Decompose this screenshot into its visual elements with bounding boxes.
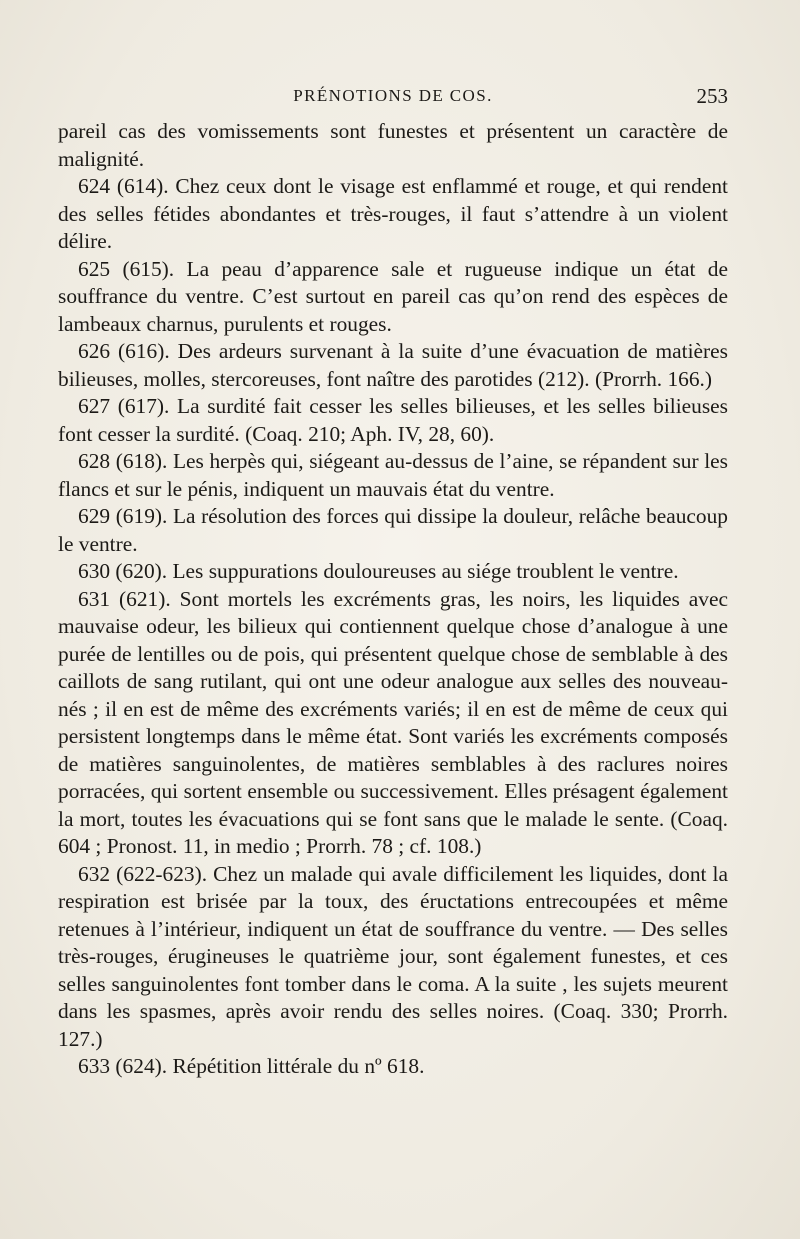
paragraph-626: 626 (616). Des ardeurs survenant à la suite d’une évacuation de matières bilieuses, molles, stercoreuses, font naître des parotides (212). (Prorrh. 166.) [58, 339, 728, 391]
paragraph-629: 629 (619). La résolution des forces qui dissipe la douleur, relâche beaucoup le ventre. [58, 504, 728, 556]
paragraph-633: 633 (624). Répétition littérale du nº 618. [78, 1054, 425, 1078]
paragraph-628: 628 (618). Les herpès qui, siégeant au-dessus de l’aine, se répandent sur les flancs et sur le pénis, indiquent un mauvais état du ventre. [58, 449, 728, 501]
running-title: PRÉNOTIONS DE COS. [293, 86, 493, 105]
paragraph-continuation: pareil cas des vomissements sont funestes et présentent un caractère de malignité. [58, 119, 728, 171]
paragraph-625: 625 (615). La peau d’apparence sale et rugueuse indique un état de souffrance du ventre. C’est surtout en pareil cas qu’on rend des espèces de lambeaux charnus, purulents et rouges. [58, 256, 728, 336]
paragraph-624: 624 (614). Chez ceux dont le visage est enflammé et rouge, et qui rendent des selles fétides abondantes et très-rouges, il faut s’attendre à un violent délire. [58, 174, 728, 253]
paragraph-627: 627 (617). La surdité fait cesser les selles bilieuses, et les selles bilieuses font cesser la surdité. (Coaq. 210; Aph. IV, 28, 60). [58, 394, 728, 446]
page-body [58, 118, 728, 1081]
page-number: 253 [696, 84, 728, 108]
paragraph-631: 631 (621). Sont mortels les excréments gras, les noirs, les liquides avec mauvaise odeur, les bilieux qui contiennent quelque chose d’analogue à une purée de lentilles ou de pois, qui présentent quelque chose de semblable à des caillots de sang rutilant, qui ont une odeur analogue aux selles des nouveau-nés ; il en est de même des excréments variés; il en est de même de ceux qui persistent longtemps dans le même état. Sont variés les excréments composés de matières sanguinolentes, de matières semblables à des raclures noires porracées, qui sortent ensemble ou successivement. Elles présagent également la mort, toutes les évacuations qui se font sans que le malade le sente. (Coaq. 604 ; Pronost. 11, in medio ; Prorrh. 78 ; cf. 108.) [58, 586, 728, 858]
page-header [58, 84, 728, 112]
paragraph-630: 630 (620). Les suppurations douloureuses au siége troublent le ventre. [78, 559, 679, 583]
paragraph-632: 632 (622-623). Chez un malade qui avale difficilement les liquides, dont la respiration est brisée par la toux, des éructations entrecoupées et même retenues à l’intérieur, indiquent un état de souffrance du ventre. — Des selles très-rouges, érugineuses le quatrième jour, sont également funestes, et ces selles sanguinolentes font tomber dans le coma. A la suite , les sujets meurent dans les spasmes, après avoir rendu des selles noires. (Coaq. 330; Prorrh. 127.) [58, 861, 728, 1051]
